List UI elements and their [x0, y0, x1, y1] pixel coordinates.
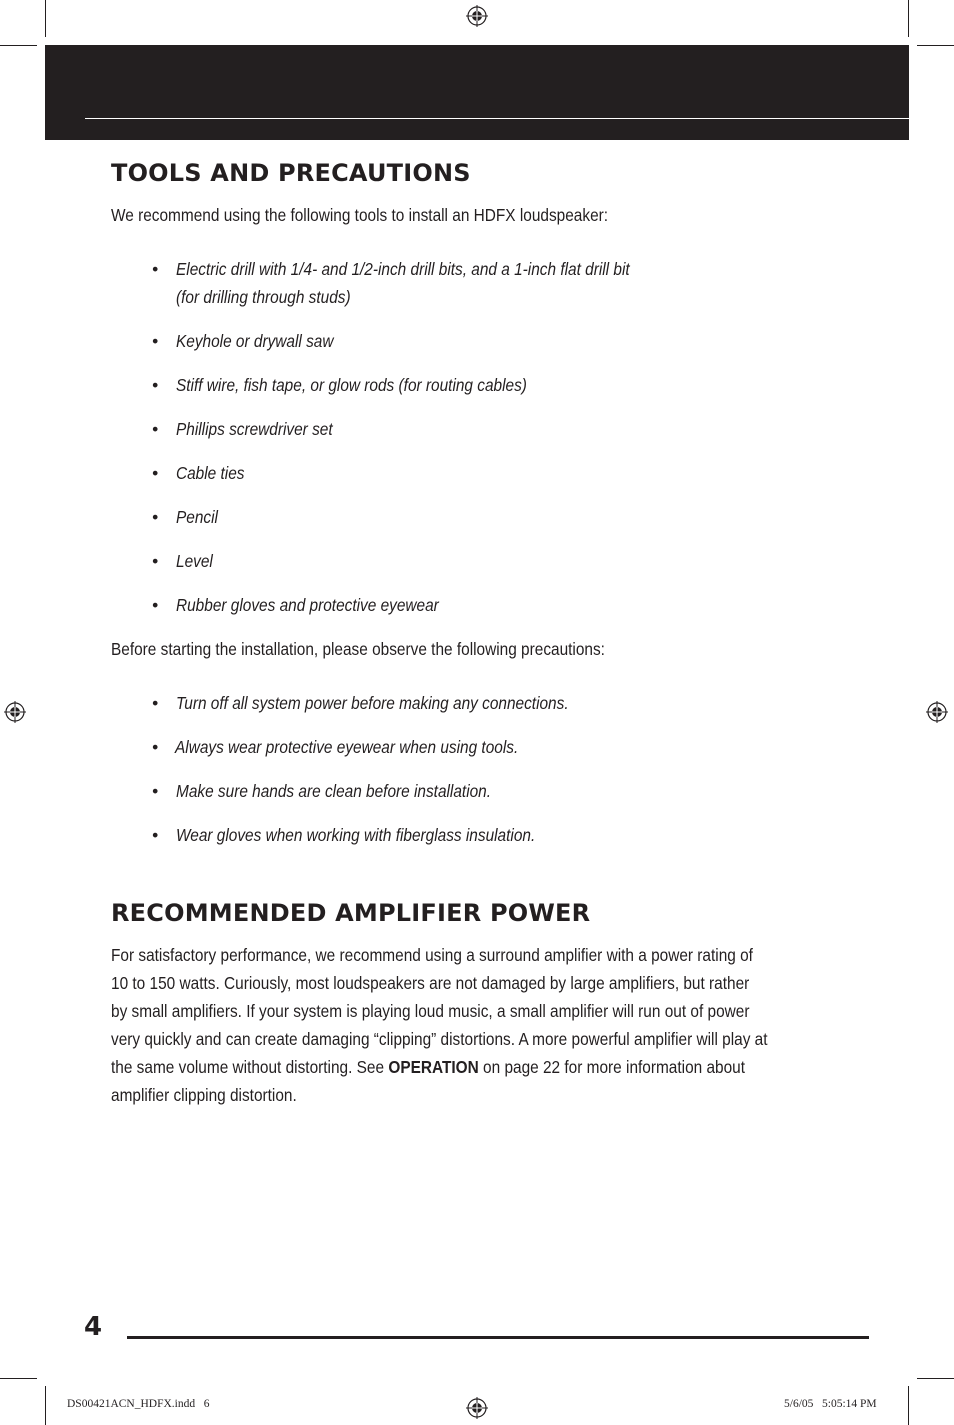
footer-rule: [127, 1336, 869, 1339]
slug-timestamp: 5/6/05 5:05:14 PM: [784, 1398, 877, 1410]
bullet-icon: •: [152, 693, 159, 713]
bullet-icon: •: [152, 595, 159, 615]
list-item-text: Pencil: [176, 507, 218, 527]
list-item-text: Wear gloves when working with fiberglass insulation.: [176, 825, 536, 845]
crop-mark: [45, 0, 46, 37]
registration-mark-icon: [466, 1397, 488, 1419]
paragraph-line: For satisfactory performance, we recommend using a surround amplifier with a power rating of: [111, 945, 753, 965]
paragraph-line: 10 to 150 watts. Curiously, most loudspeakers are not damaged by large amplifiers, but rather: [111, 973, 750, 993]
bullet-icon: •: [152, 825, 159, 845]
bullet-icon: •: [152, 463, 159, 483]
list-item-text: Stiff wire, fish tape, or glow rods (for routing cables): [176, 375, 527, 395]
registration-mark-icon: [466, 5, 488, 27]
list-item-text: (for drilling through studs): [176, 287, 351, 307]
tools-intro: We recommend using the following tools to install an HDFX loudspeaker:: [111, 205, 609, 225]
crop-mark: [908, 1386, 909, 1425]
bullet-icon: •: [152, 781, 159, 801]
crop-mark: [0, 45, 37, 46]
precautions-intro: Before starting the installation, please observe the following precautions:: [111, 639, 605, 659]
paragraph-text: on page 22 for more information about: [478, 1057, 746, 1077]
bullet-icon: •: [152, 737, 159, 757]
paragraph-line: [111, 1053, 745, 1081]
bullet-icon: •: [152, 419, 159, 439]
list-item-text: Keyhole or drywall saw: [176, 331, 334, 351]
paragraph-line: amplifier clipping distortion.: [111, 1085, 297, 1105]
registration-mark-icon: [4, 701, 26, 723]
list-item-text: Make sure hands are clean before installation.: [176, 781, 492, 801]
paragraph-text: the same volume without distorting. See: [111, 1057, 389, 1077]
list-item-text: Always wear protective eyewear when using tools.: [175, 737, 519, 757]
crop-mark: [908, 0, 909, 37]
bullet-icon: •: [152, 259, 159, 279]
bullet-icon: •: [152, 507, 159, 527]
section-title-amplifier: RECOMMENDED AMPLIFIER POWER: [111, 899, 591, 927]
list-item-text: Electric drill with 1/4- and 1/2-inch drill bits, and a 1-inch flat drill bit: [176, 259, 630, 279]
header-rule: [85, 118, 909, 119]
crop-mark: [917, 45, 954, 46]
page-number: 4: [84, 1312, 103, 1342]
paragraph-line: by small amplifiers. If your system is playing loud music, a small amplifier will run out of power: [111, 1001, 750, 1021]
bullet-icon: •: [152, 375, 159, 395]
registration-mark-icon: [926, 701, 948, 723]
crop-mark: [917, 1378, 954, 1379]
list-item-text: Turn off all system power before making any connections.: [176, 693, 569, 713]
slug-filename: DS00421ACN_HDFX.indd 6: [67, 1398, 210, 1410]
list-item-text: Phillips screwdriver set: [176, 419, 333, 439]
bullet-icon: •: [152, 551, 159, 571]
crop-mark: [0, 1378, 37, 1379]
header-band: [45, 45, 909, 140]
list-item-text: Rubber gloves and protective eyewear: [176, 595, 439, 615]
crop-mark: [45, 1386, 46, 1425]
section-title-tools: TOOLS AND PRECAUTIONS: [111, 159, 471, 187]
operation-reference: OPERATION: [388, 1057, 479, 1077]
list-item-text: Level: [176, 551, 213, 571]
paragraph-line: very quickly and can create damaging “clipping” distortions. A more powerful amplifier will play at: [111, 1029, 768, 1049]
bullet-icon: •: [152, 331, 159, 351]
list-item-text: Cable ties: [176, 463, 245, 483]
